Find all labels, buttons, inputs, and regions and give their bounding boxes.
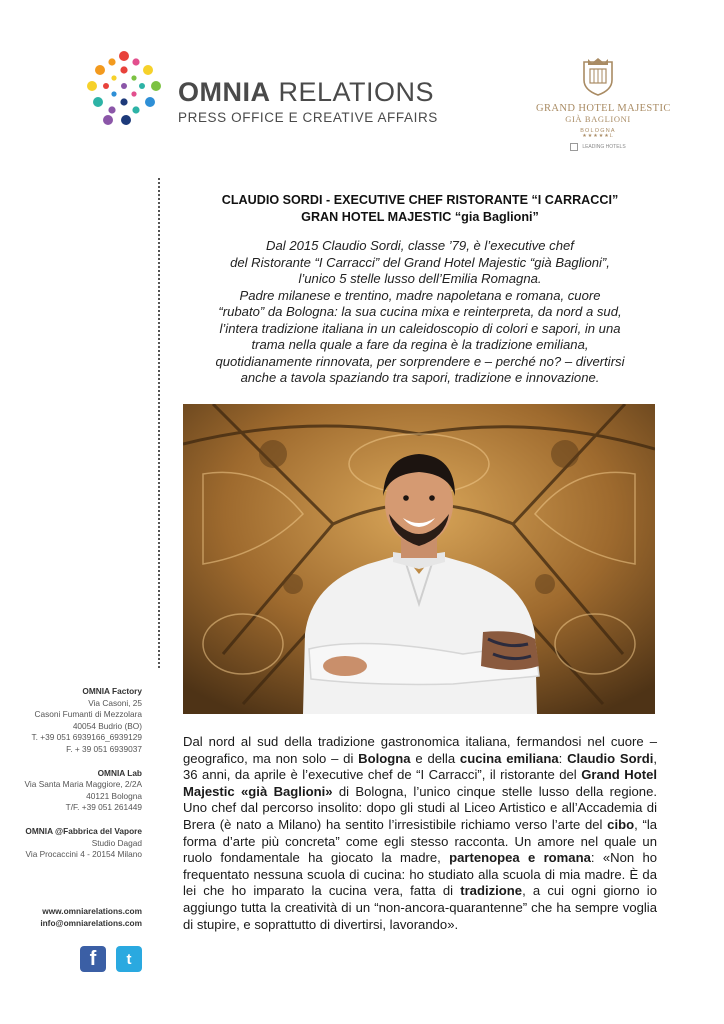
- office-address-line: 40054 Budrio (BO): [72, 720, 142, 731]
- brand-name: [178, 78, 438, 106]
- email-link[interactable]: info@omniarelations.com: [40, 917, 142, 928]
- body-emphasis: Bologna: [358, 750, 411, 766]
- office-name: OMNIA @Fabbrica del Vapore: [25, 825, 142, 836]
- intro-line: “rubato” da Bologna: la sua cucina mixa e reinterpreta, da nord a sud,: [218, 304, 622, 319]
- hotel-name: GRAND HOTEL MAJESTIC: [536, 103, 671, 114]
- body-emphasis: cibo: [607, 816, 635, 832]
- hotel-stars: ★★★★★L: [582, 134, 614, 139]
- intro-line: Dal 2015 Claudio Sordi, classe ’79, è l’executive chef: [266, 238, 574, 253]
- office-address-line: Via Santa Maria Maggiore, 2/2A: [24, 779, 142, 790]
- social-links: [80, 946, 144, 974]
- chef-photo: [183, 404, 655, 714]
- office-fabbrica-vapore: [20, 826, 142, 861]
- intro-line: quotidianamente rinnovata, per sorprendere e – perché no? – divertirsi: [215, 353, 625, 369]
- leading-hotels-label: LEADING HOTELS: [582, 144, 626, 150]
- omnia-dots-logo: [84, 50, 164, 130]
- office-name: OMNIA Lab: [97, 767, 142, 778]
- article-headline: [183, 192, 657, 226]
- body-emphasis: Claudio Sordi: [567, 750, 654, 766]
- intro-line: l’unico 5 stelle lusso dell’Emilia Romagna.: [298, 271, 542, 286]
- body-emphasis: partenopea e romana: [449, 850, 591, 866]
- headline-line-2: GRAN HOTEL MAJESTIC “gia Baglioni”: [301, 210, 539, 224]
- chef-photo-illustration: [183, 404, 655, 714]
- office-factory: [20, 686, 142, 756]
- body-emphasis: cucina emiliana: [459, 750, 559, 766]
- body-text: di Bologna, l’unico cinque stelle lusso della regione. Uno chef dal percorso insolito: dopo gli studi al Liceo Artistico e all’Accademia di Brera (è nato a Milano) ha sentito l’irresistibile richiamo verso l’arte del: [183, 783, 657, 832]
- article-body: [183, 734, 657, 933]
- brand-tagline: PRESS OFFICE E CREATIVE AFFAIRS: [178, 110, 438, 125]
- office-phone: T/F. +39 051 261449: [65, 802, 142, 813]
- article-intro: [183, 238, 657, 387]
- body-text: , “la forma d’arte più concreta” come egli stesso racconta. Un amore nel quale un ruolo fondamentale ha giocato la madre,: [183, 816, 658, 866]
- website-link[interactable]: www.omniarelations.com: [42, 906, 142, 916]
- omnia-brand: [178, 78, 438, 125]
- brand-name-light: RELATIONS: [278, 77, 435, 107]
- office-contacts: [20, 686, 142, 873]
- web-contacts: [20, 906, 142, 929]
- hotel-logo: [536, 56, 671, 151]
- facebook-icon[interactable]: f: [80, 946, 106, 972]
- office-phone: T. +39 051 6939166_6939129: [31, 732, 142, 743]
- office-address-line: Casoni Fumanti di Mezzolara: [34, 709, 142, 720]
- office-address-line: Via Casoni, 25: [88, 697, 142, 708]
- body-text: :: [558, 750, 568, 766]
- twitter-icon[interactable]: t: [116, 946, 142, 972]
- intro-line: anche a tavola spaziando tra sapori, tradizione e innovazione.: [240, 370, 600, 385]
- body-text: : «Non ho frequentato nessuna scuola di cucina: ho studiato alla scuola di mia madre. È da lei che ho imparato la cucina vera, fatta di: [183, 850, 658, 899]
- office-name: OMNIA Factory: [82, 686, 142, 696]
- hotel-city: BOLOGNA: [580, 128, 616, 134]
- office-address-line: Via Procaccini 4 - 20154 Milano: [25, 849, 142, 860]
- intro-line: Padre milanese e trentino, madre napoletana e romana, cuore: [239, 287, 601, 303]
- intro-line: trama nella quale a fare da regina è la tradizione emiliana,: [251, 337, 589, 352]
- body-text: , a cui ogni giorno io aggiungo tutta la creatività di un “non-ancora-quarantenne” che ha sempre voglia di stupire, e soprattutto di divertirsi, lavorando».: [183, 883, 657, 932]
- body-text: Dal nord al sud della tradizione gastronomica italiana, fermandosi nel cuore – geografico, ma non solo – di: [183, 734, 657, 766]
- office-fax: F. + 39 051 6939037: [66, 743, 142, 754]
- body-text: , 36 anni, da aprile è l’executive chef de “I Carracci”, il ristorante del: [183, 750, 657, 783]
- headline-line-1: CLAUDIO SORDI - EXECUTIVE CHEF RISTORANTE “I CARRACCI”: [221, 193, 619, 207]
- body-emphasis: Grand Hotel Majestic «già Baglioni»: [183, 767, 657, 799]
- office-address-line: 40121 Bologna: [86, 790, 142, 801]
- body-text: e della: [410, 750, 460, 766]
- intro-line: del Ristorante “I Carracci” del Grand Hotel Majestic “già Baglioni”,: [230, 254, 610, 270]
- intro-line: l’intera tradizione italiana in un caleidoscopio di colori e sapori, in una: [219, 320, 621, 336]
- body-emphasis: tradizione: [460, 883, 523, 899]
- vertical-dotted-divider: [158, 178, 160, 668]
- leading-hotels-icon: [570, 143, 578, 151]
- brand-name-bold: OMNIA: [178, 77, 271, 107]
- hotel-subtitle: GIÀ BAGLIONI: [565, 114, 631, 124]
- hotel-crest-icon: [580, 56, 616, 96]
- leading-hotels-logo: [536, 143, 660, 151]
- office-address-line: Studio Dagad: [91, 837, 142, 848]
- office-lab: [20, 768, 142, 814]
